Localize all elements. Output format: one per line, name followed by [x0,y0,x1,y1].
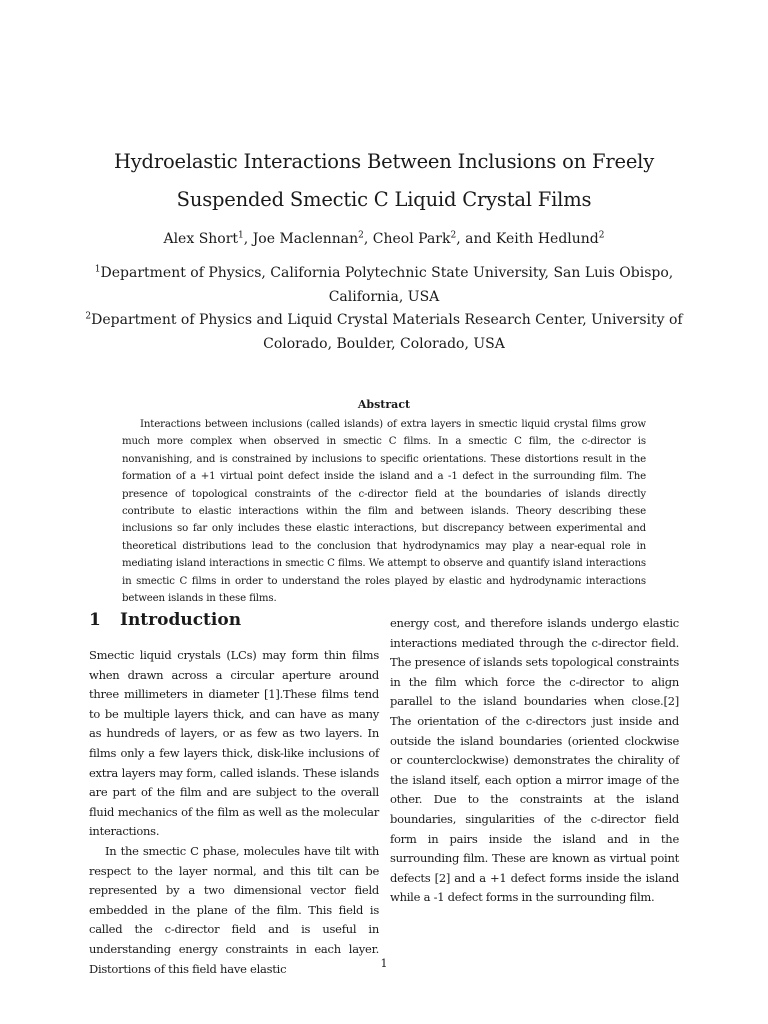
affiliation-text: Department of Physics and Liquid Crystal Materials Research Center, University of Colorado, Boulder, Colorado, USA [91,312,683,352]
affiliation-1 [80,262,688,309]
author-affiliation-mark: 1 [238,230,244,241]
abstract-text: Interactions between inclusions (called islands) of extra layers in smectic liquid crystal films grow much more complex when observed in smectic C films. In a smectic C film, the c-director is nonvanishing, and is constrained by inclusions to specific orientations. These distortions result in the formation of a +1 virtual point defect inside the island and a -1 defect in the surrounding film. The presence of topological constraints of the c-director field at the boundaries of islands directly contribute to elastic interactions within the film and between islands. Theory describing these inclusions so far only includes these elastic interactions, but discrepancy between experimental and theoretical distributions lead to the conclusion that hydrodynamics may play a near-equal role in mediating island interactions in smectic C films. We attempt to observe and quantify island interactions in smectic C films in order to understand the roles played by elastic and hydrodynamic interactions between islands in these films. [122,419,646,605]
right-column [390,614,679,908]
author-list [60,228,708,250]
body-paragraph: Smectic liquid crystals (LCs) may form thin films when drawn across a circular aperture around three millimeters in diameter [1].These films tend to be multiple layers thick, and can have as many as hundreds of layers, or as few as two layers. In films only a few layers thick, disk-like inclusions of extra layers may form, called islands. These islands are part of the film and are subject to the overall fluid mechanics of the film as well as the molecular interactions. [89,648,379,839]
affiliation-text: Department of Physics, California Polytechnic State University, San Luis Obispo, California, USA [100,265,674,305]
body-paragraph: energy cost, and therefore islands undergo elastic interactions mediated through the c-director field. The presence of islands sets topological constraints in the film which force the c-director to align parallel to the island boundaries when close.[2] The orientation of the c-directors just inside and outside the island boundaries (oriented clockwise or counterclockwise) demonstrates the chirality of the island itself, each option a mirror image of the other. Due to the constraints at the island boundaries, singularities of the c-director field form in pairs inside the island and in the surrounding film. These are known as virtual point defects [2] and a +1 defect forms inside the island while a -1 defect forms in the surrounding film. [390,616,679,905]
author-name: Alex Short [163,231,239,247]
author-name: Cheol Park [372,231,451,247]
affiliation-mark: 2 [85,311,92,322]
section-number: 1 [89,610,101,630]
author-name: Joe Maclennan [252,231,359,247]
section-title: Introduction [120,610,242,630]
affiliation-mark: 1 [94,264,101,275]
author-separator: , and [456,231,496,247]
affiliation-2 [80,309,688,356]
author-affiliation-mark: 2 [358,230,364,241]
abstract-heading: Abstract [357,398,411,411]
author-affiliation-mark: 2 [450,230,457,241]
author-separator: , [243,231,253,247]
left-column [89,646,379,979]
author-separator: , [363,231,373,247]
body-paragraph: In the smectic C phase, molecules have tilt with respect to the layer normal, and this tilt can be represented by a two dimensional vector field embedded in the plane of the film. This field is called the c-director field and is useful in understanding energy constraints in each layer. Distortions of this field have elastic [89,843,379,976]
author-name: Keith Hedlund [495,231,599,247]
section-heading [89,610,241,630]
author-affiliation-mark: 2 [598,230,605,241]
paper-title: Hydroelastic Interactions Between Inclusions on Freely Suspended Smectic C Liquid Crystal Films [113,150,655,211]
page-number: 1 [380,957,388,970]
